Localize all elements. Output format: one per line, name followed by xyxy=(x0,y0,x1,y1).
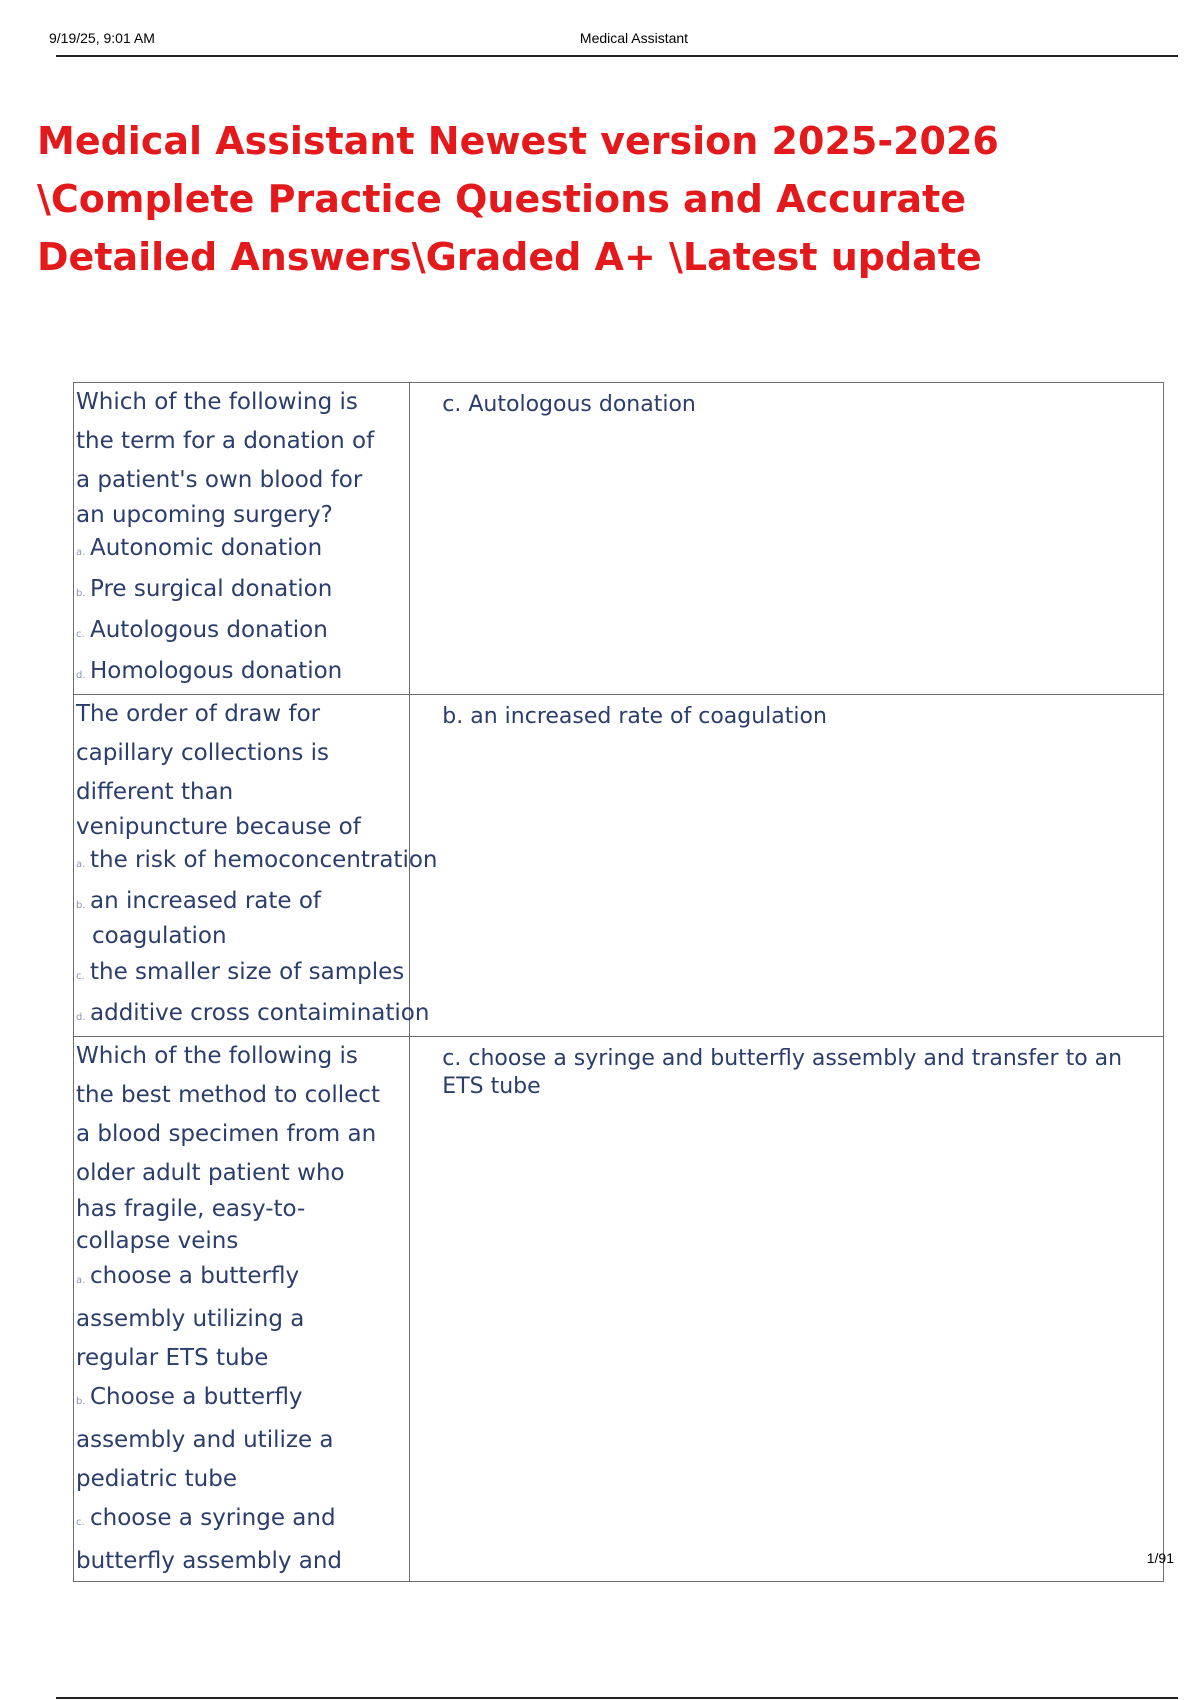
question-line: a blood specimen from an xyxy=(76,1121,377,1147)
answer-cell xyxy=(410,1037,1164,1582)
option-text: the risk of hemoconcentration xyxy=(90,847,438,873)
option-item xyxy=(74,612,409,653)
option-letter: b. xyxy=(76,588,86,599)
option-letter: d. xyxy=(76,670,86,681)
question-text xyxy=(74,1037,409,1257)
table-row xyxy=(74,695,1164,1037)
option-letter: b. xyxy=(76,1396,86,1407)
page-number: 1/91 xyxy=(1146,1550,1174,1566)
option-text: choose a butterfly xyxy=(90,1263,300,1289)
document-title-line: Detailed Answers\Graded A+ \Latest update xyxy=(37,235,982,279)
table-row xyxy=(74,383,1164,695)
question-line: capillary collections is xyxy=(76,740,329,766)
option-text: choose a syringe and xyxy=(90,1505,336,1531)
answer-cell xyxy=(410,383,1164,695)
option-text-continued: coagulation xyxy=(92,923,227,949)
document-title xyxy=(37,112,1157,286)
answer-text: c. choose a syringe and butterfly assembly and transfer to an ETS tube xyxy=(442,1046,1123,1099)
option-item xyxy=(74,954,409,995)
qa-table xyxy=(73,382,1164,1582)
option-letter: c. xyxy=(76,1517,85,1528)
option-letter: a. xyxy=(76,859,86,870)
option-letter: d. xyxy=(76,1012,86,1023)
question-line: a patient's own blood for xyxy=(76,467,363,493)
question-cell xyxy=(74,383,410,695)
option-item xyxy=(74,1499,409,1581)
option-text-continued: assembly and utilize a xyxy=(76,1427,334,1453)
table-row xyxy=(74,1037,1164,1582)
option-text: the smaller size of samples xyxy=(90,959,405,985)
document-title-line: \Complete Practice Questions and Accurate xyxy=(37,177,967,221)
option-item xyxy=(74,653,409,694)
option-item xyxy=(74,1378,409,1499)
option-letter: c. xyxy=(76,629,85,640)
option-letter: a. xyxy=(76,547,86,558)
option-text: Autologous donation xyxy=(90,617,328,643)
question-line: Which of the following is xyxy=(76,1043,358,1069)
question-cell xyxy=(74,695,438,1037)
question-text xyxy=(74,383,409,530)
print-header-title: Medical Assistant xyxy=(579,30,689,46)
option-item xyxy=(74,1257,409,1378)
option-text: Choose a butterfly xyxy=(90,1384,303,1410)
option-text: Homologous donation xyxy=(90,658,343,684)
question-line: an upcoming surgery? xyxy=(76,502,333,528)
print-datetime: 9/19/25, 9:01 AM xyxy=(49,30,155,46)
question-line: has fragile, easy-to- xyxy=(76,1196,306,1222)
question-text xyxy=(74,695,409,842)
question-line: the best method to collect xyxy=(76,1082,380,1108)
option-letter: a. xyxy=(76,1275,86,1286)
question-cell xyxy=(74,1037,410,1582)
answer-text: c. Autologous donation xyxy=(442,392,696,417)
option-text-continued: assembly utilizing a xyxy=(76,1306,305,1332)
answer-cell xyxy=(410,695,1164,1037)
option-letter: c. xyxy=(76,971,85,982)
option-list xyxy=(74,842,438,1036)
question-line: Which of the following is xyxy=(76,389,358,415)
question-line: older adult patient who xyxy=(76,1160,345,1186)
option-item xyxy=(74,530,409,571)
question-line: venipuncture because of xyxy=(76,814,361,840)
option-letter: b. xyxy=(76,900,86,911)
option-text-continued: pediatric tube xyxy=(76,1466,237,1492)
option-item xyxy=(74,842,438,883)
option-list xyxy=(74,1257,409,1581)
document-title-line: Medical Assistant Newest version 2025-2026 xyxy=(37,119,999,163)
answer-text: b. an increased rate of coagulation xyxy=(442,704,827,729)
option-text: Pre surgical donation xyxy=(90,576,333,602)
question-line: collapse veins xyxy=(76,1228,239,1254)
option-text: Autonomic donation xyxy=(90,535,323,561)
option-item xyxy=(74,571,409,612)
option-item xyxy=(74,995,430,1036)
option-text: an increased rate of xyxy=(90,888,322,914)
option-text-continued: regular ETS tube xyxy=(76,1345,269,1371)
question-line: different than xyxy=(76,779,234,805)
question-line: The order of draw for xyxy=(76,701,321,727)
option-text: additive cross contaimination xyxy=(90,1000,430,1026)
header-divider xyxy=(56,55,1178,57)
footer-divider xyxy=(56,1697,1178,1699)
question-line: the term for a donation of xyxy=(76,428,375,454)
option-text-continued: butterfly assembly and xyxy=(76,1548,343,1574)
option-list xyxy=(74,530,409,694)
option-item xyxy=(74,883,409,954)
